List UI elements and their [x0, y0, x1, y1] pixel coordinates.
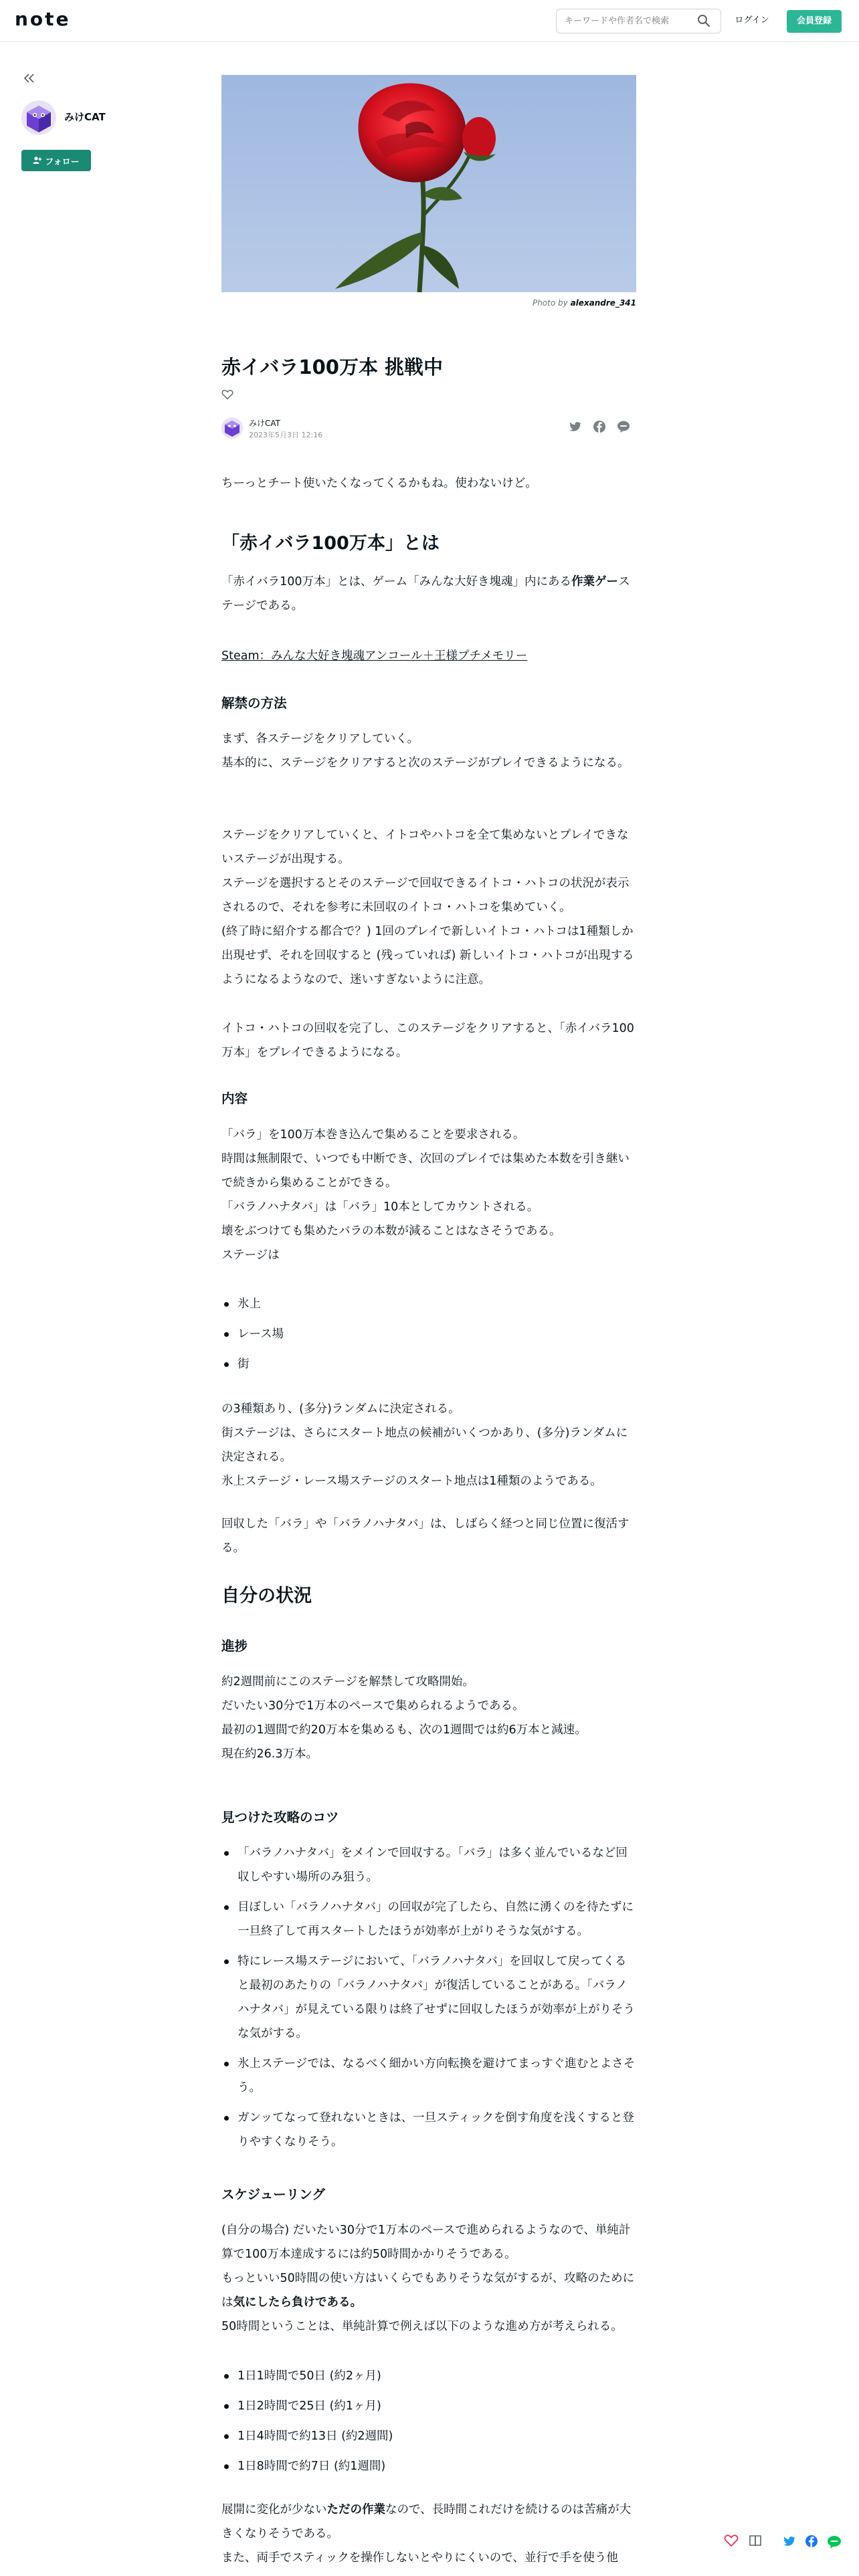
- follow-label: フォロー: [45, 156, 80, 167]
- bold-text: ただの作業: [326, 2503, 385, 2516]
- paragraph: (終了時に紹介する都合で？) 1回のプレイで新しいイトコ・ハトコは1種類しか出現せず、それを回収すると (残っていれば) 新しいイトコ・ハトコが出現するようになるようなので、迷いすぎないように注意。: [221, 925, 634, 986]
- list-item: 1日1時間で50日 (約2ヶ月): [221, 2364, 636, 2388]
- text: 「赤イバラ100万本」とは、ゲーム「みんな大好き塊魂」内にある: [221, 575, 572, 588]
- user-avatar[interactable]: [21, 100, 56, 135]
- paragraph: 「バラ」を100万本巻き込んで集めることを要求される。: [221, 1128, 525, 1142]
- subsection-heading: 見つけた攻略のコツ: [221, 1810, 339, 1825]
- tips-list: [221, 1841, 636, 2160]
- photo-credit-prefix: Photo by: [532, 298, 568, 308]
- paragraph-group: [221, 727, 636, 775]
- paragraph-group: [221, 1397, 636, 1493]
- author-name[interactable]: みけCAT: [249, 419, 280, 428]
- paragraph: の3種類あり、(多分)ランダムに決定される。: [221, 1402, 460, 1416]
- list-item: 目ぼしい「バラノハナタバ」の回収が完了したら、自然に湧くのを待たずに一旦終了して再スタートしたほうが効率が上がりそうな気がする。: [221, 1895, 636, 1943]
- article-title: 赤イバラ100万本 挑戦中: [221, 356, 444, 379]
- steam-link[interactable]: Steam：みんな大好き塊魂アンコール＋王様プチメモリー: [221, 649, 528, 663]
- paragraph: 街ステージは、さらにスタート地点の候補がいくつかあり、(多分)ランダムに決定される。: [221, 1426, 628, 1464]
- hero-image: [221, 75, 636, 292]
- x-icon[interactable]: [783, 2535, 796, 2548]
- text: 展開に変化が少ない: [221, 2503, 327, 2516]
- site-header: [0, 0, 859, 42]
- heart-icon[interactable]: [221, 389, 233, 401]
- paragraph: [221, 2266, 636, 2315]
- subsection-heading: 内容: [221, 1091, 248, 1106]
- paragraph: ステージは: [221, 1249, 280, 1262]
- subsection-heading: 解禁の方法: [221, 695, 287, 711]
- user-name[interactable]: みけCAT: [64, 111, 106, 123]
- add-user-icon: [33, 156, 42, 165]
- paragraph-group: [221, 2498, 636, 2570]
- paragraph: イトコ・ハトコの回収を完了し、このステージをクリアすると、「赤イバラ100万本」をプレイできるようになる。: [221, 1022, 634, 1059]
- intro-paragraph: ちーっとチート使いたくなってくるかもね。使わないけど。: [221, 477, 537, 490]
- collapse-icon[interactable]: [23, 72, 36, 85]
- paragraph: 回収した「バラ」や「バラノハナタバ」は、しばらく経つと同じ位置に復活する。: [221, 1517, 630, 1555]
- list-item: 街: [221, 1352, 636, 1376]
- text: もっといい50時間の使い方はいくらでもありそうな気がするが、攻略のためには: [221, 2272, 635, 2309]
- facebook-icon[interactable]: [805, 2535, 818, 2548]
- list-item: 1日2時間で25日 (約1ヶ月): [221, 2394, 636, 2418]
- plan-list: [221, 2364, 636, 2484]
- text: ステージである。: [221, 575, 630, 613]
- paragraph: まず、各ステージをクリアしていく。: [221, 732, 419, 746]
- facebook-icon[interactable]: [593, 420, 606, 433]
- paragraph: 「バラノハナタバ」は「バラ」10本としてカウントされる。: [221, 1200, 539, 1214]
- subsection-heading: 進捗: [221, 1638, 248, 1654]
- photo-credit-name[interactable]: alexandre_341: [570, 298, 636, 308]
- follow-button[interactable]: [21, 150, 91, 171]
- section-heading: 「赤イバラ100万本」とは: [221, 533, 440, 554]
- note-logo[interactable]: note: [15, 8, 71, 30]
- paragraph-group: [221, 2218, 636, 2339]
- magazine-icon[interactable]: [748, 2533, 763, 2548]
- heart-icon[interactable]: [724, 2533, 739, 2548]
- list-item: 「バラノハナタバ」をメインで回収する。「バラ」は多く並んでいるなど回収しやすい場所のみ狙う。: [221, 1841, 636, 1889]
- list-item: 1日8時間で約7日 (約1週間): [221, 2454, 636, 2478]
- paragraph: 最初の1週間で約20万本を集めるも、次の1週間では約6万本と減速。: [221, 1723, 587, 1737]
- list-item: 氷上: [221, 1292, 636, 1316]
- text: なので、長時間これだけを続けるのは苦痛が大きくなりそうである。: [221, 2503, 632, 2541]
- paragraph: 時間は無制限で、いつでも中断でき、次回のプレイでは集めた本数を引き継いで続きから集めることができる。: [221, 1152, 630, 1190]
- stage-list: [221, 1292, 636, 1376]
- paragraph: ステージを選択するとそのステージで回収できるイトコ・ハトコの状況が表示されるので、それを参考に未回収のイトコ・ハトコを集めていく。: [221, 877, 630, 914]
- paragraph-group: [221, 1123, 636, 1267]
- x-icon[interactable]: [569, 420, 582, 433]
- login-button[interactable]: ログイン: [735, 15, 769, 25]
- publish-date: 2023年5月3日 12:16: [249, 431, 323, 439]
- paragraph: また、両手でスティックを操作しないとやりにくいので、並行で手を使う他: [221, 2551, 618, 2565]
- photo-credit: [415, 298, 636, 308]
- list-item: 特にレース場ステージにおいて、「バラノハナタバ」を回収して戻ってくると最初のあたりの「バラノハナタバ」が復活していることがある。「バラノハナタバ」が見えている限りは終了せずに回収したほうが効率が上がりそうな気がする。: [221, 1949, 636, 2046]
- paragraph: 約2週間前にこのステージを解禁して攻略開始。: [221, 1675, 474, 1689]
- paragraph: 現在約26.3万本。: [221, 1747, 318, 1761]
- line-icon[interactable]: [617, 420, 630, 433]
- signup-button[interactable]: 会員登録: [787, 10, 842, 33]
- line-icon[interactable]: [827, 2535, 842, 2549]
- list-item: レース場: [221, 1322, 636, 1346]
- bold-text: 作業ゲー: [571, 575, 619, 588]
- paragraph: (自分の場合) だいたい30分で1万本のペースで進められるようなので、単純計算で100万本達成するには約50時間かかりそうである。: [221, 2224, 631, 2261]
- section-heading: 自分の状況: [221, 1586, 312, 1606]
- paragraph: 壊をぶつけても集めたバラの本数が減ることはなさそうである。: [221, 1224, 561, 1238]
- paragraph: 基本的に、ステージをクリアすると次のステージがプレイできるようになる。: [221, 756, 630, 770]
- paragraph: [221, 2498, 636, 2546]
- search-icon[interactable]: [696, 13, 712, 29]
- paragraph: 氷上ステージ・レース場ステージのスタート地点は1種類のようである。: [221, 1475, 602, 1488]
- list-item: 氷上ステージでは、なるべく細かい方向転換を避けてまっすぐ進むとよさそう。: [221, 2052, 636, 2100]
- paragraph-group: [221, 823, 636, 992]
- paragraph: だいたい30分で1万本のペースで集められるようである。: [221, 1699, 524, 1713]
- paragraph: ステージをクリアしていくと、イトコやハトコを全て集めないとプレイできないステージが出現する。: [221, 829, 629, 866]
- list-item: 1日4時間で約13日 (約2週間): [221, 2424, 636, 2448]
- paragraph-group: [221, 1670, 636, 1766]
- paragraph: [221, 570, 636, 618]
- author-avatar[interactable]: [221, 417, 243, 439]
- bold-text: 気にしたら負けである。: [233, 2296, 362, 2309]
- subsection-heading: スケジューリング: [221, 2187, 325, 2202]
- list-item: ガンッてなって登れないときは、一旦スティックを倒す角度を浅くすると登りやすくなりそう。: [221, 2106, 636, 2154]
- paragraph: 50時間ということは、単純計算で例えば以下のような進め方が考えられる。: [221, 2320, 623, 2333]
